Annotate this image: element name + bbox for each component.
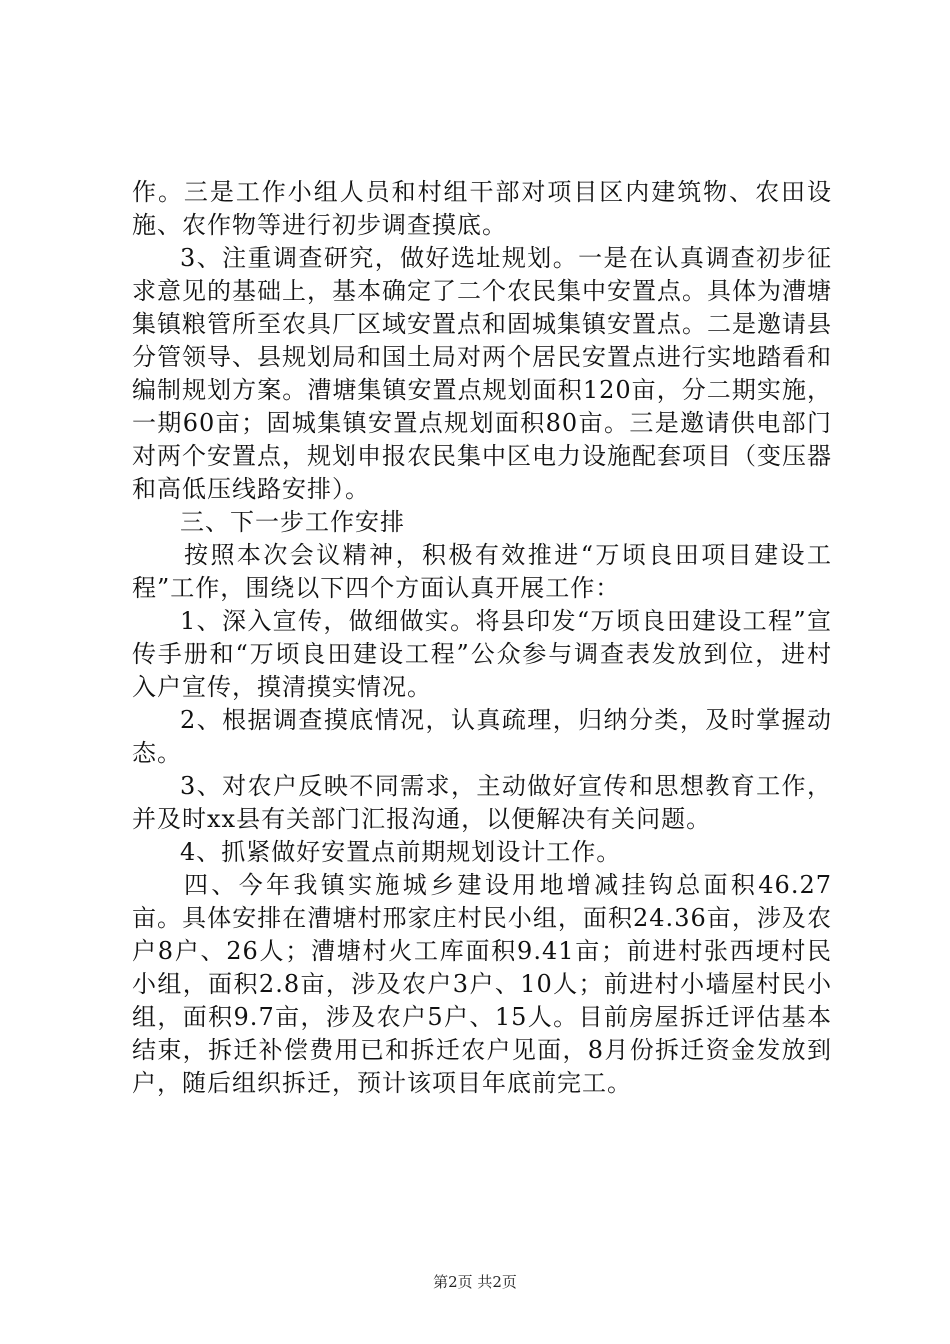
paragraph-item-4: 4、抓紧做好安置点前期规划设计工作。 [180, 838, 622, 866]
paragraph-next-steps-intro: 按照本次会议精神，积极有效推进“万顷良田项目建设工程”工作，围绕以下四个方面认真开展工作： [132, 541, 832, 602]
paragraph-site-planning: 3、注重调查研究，做好选址规划。一是在认真调查初步征求意见的基础上，基本确定了二个农民集中安置点。具体为漕塘集镇粮管所至农具厂区域安置点和固城集镇安置点。二是邀请县分管领导、县规划局和国土局对两个居民安置点进行实地踏看和编制规划方案。漕塘集镇安置点规划面积120亩，分二期实施，一期60亩；固城集镇安置点规划面积80亩。三是邀请供电部门对两个安置点，规划申报农民集中区电力设施配套项目（变压器和高低压线路安排）。 [132, 244, 832, 503]
section-heading-next-steps: 三、下一步工作安排 [180, 508, 405, 536]
document-body [132, 176, 832, 1100]
paragraph-item-3: 3、对农户反映不同需求，主动做好宣传和思想教育工作，并及时xx县有关部门汇报沟通，以便解决有关问题。 [132, 772, 832, 833]
paragraph-item-1: 1、深入宣传，做细做实。将县印发“万顷良田建设工程”宣传手册和“万顷良田建设工程”公众参与调查表发放到位，进村入户宣传，摸清摸实情况。 [132, 607, 832, 701]
paragraph-item-2: 2、根据调查摸底情况，认真疏理，归纳分类，及时掌握动态。 [132, 706, 832, 767]
page-number-footer: 第2页 共2页 [433, 1273, 517, 1291]
paragraph-continuation: 作。三是工作小组人员和村组干部对项目区内建筑物、农田设施、农作物等进行初步调查摸底。 [132, 178, 832, 239]
paragraph-section-four: 四、今年我镇实施城乡建设用地增减挂钩总面积46.27亩。具体安排在漕塘村邢家庄村民小组，面积24.36亩，涉及农户8户、26人；漕塘村火工库面积9.41亩；前进村张西埂村民小组，面积2.8亩，涉及农户3户、10人；前进村小墙屋村民小组，面积9.7亩，涉及农户5户、15人。目前房屋拆迁评估基本结束，拆迁补偿费用已和拆迁农户见面，8月份拆迁资金发放到户，随后组织拆迁，预计该项目年底前完工。 [132, 871, 832, 1097]
